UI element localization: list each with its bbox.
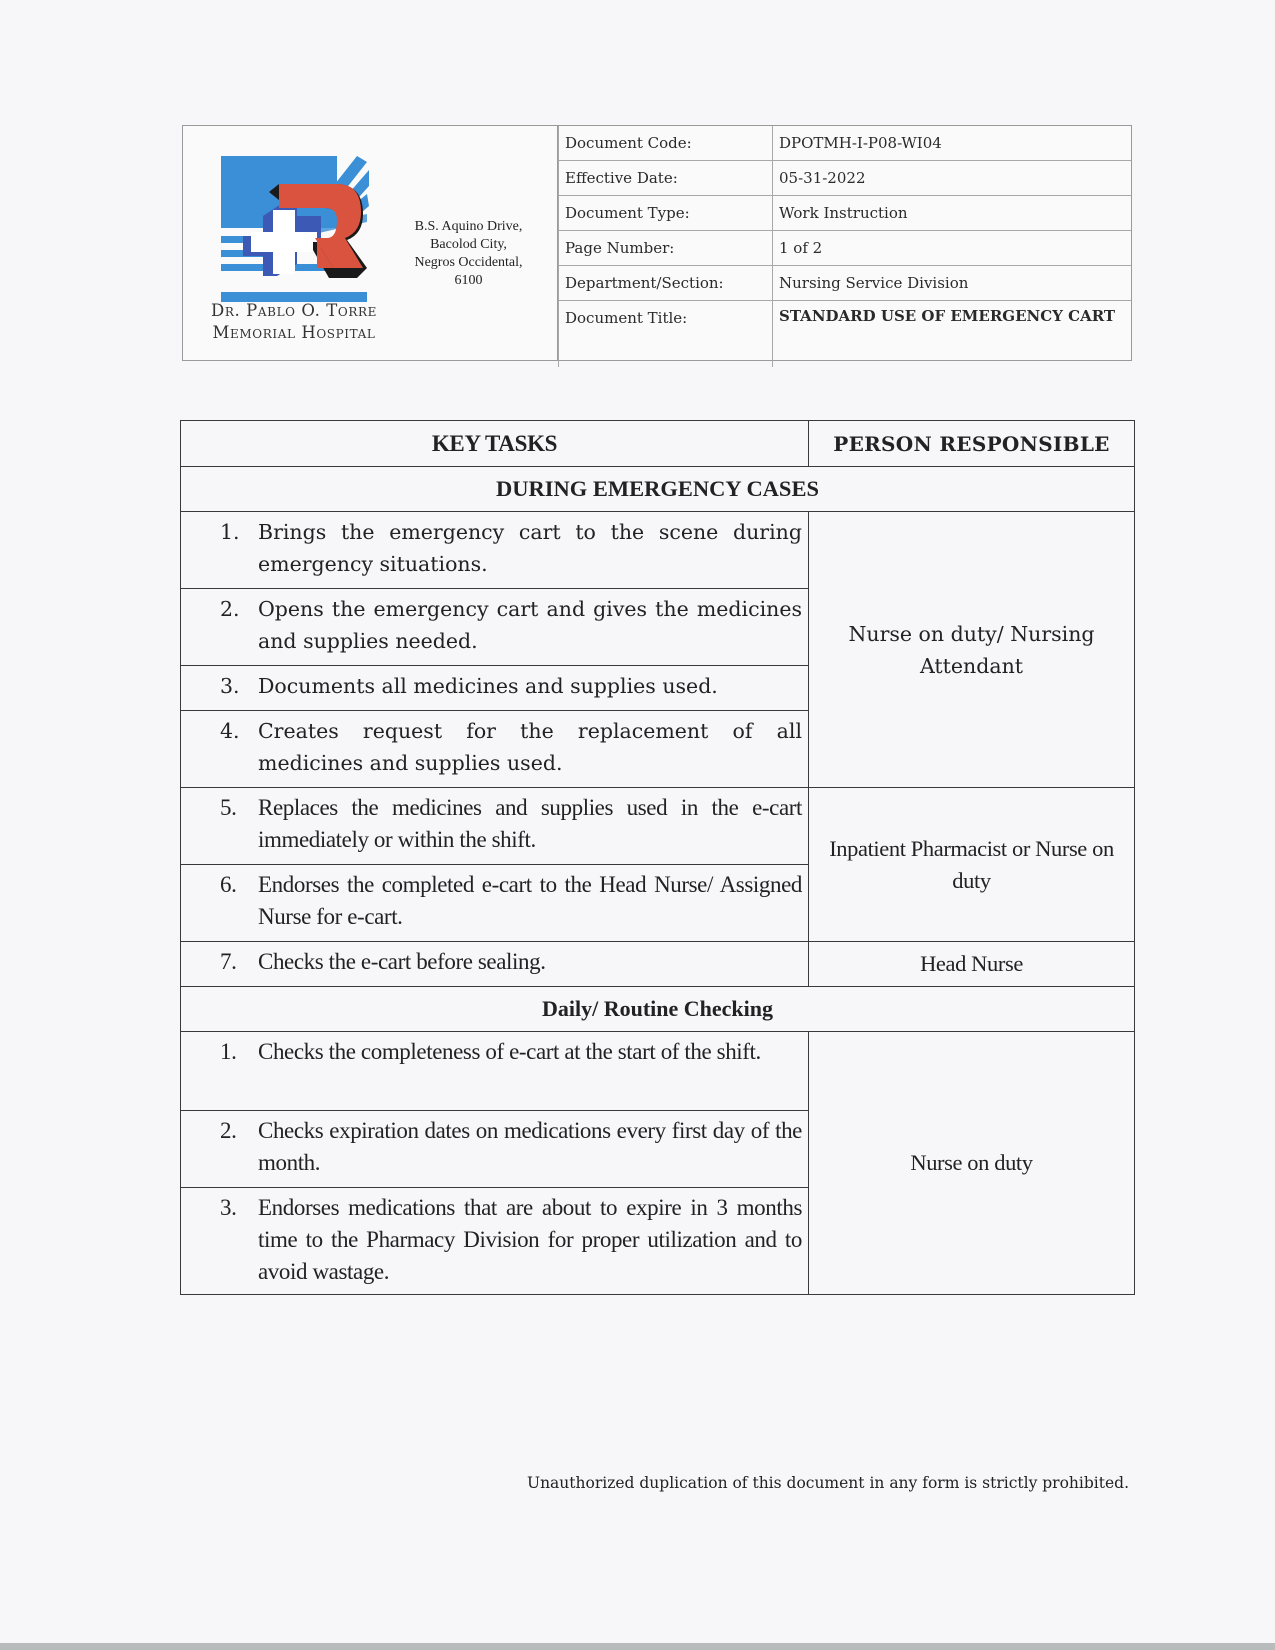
info-value: Work Instruction (773, 196, 1132, 231)
task-text: Creates request for the replacement of all medicines and supplies used. (258, 719, 802, 775)
task-cell (181, 1032, 809, 1111)
info-value: 05-31-2022 (773, 161, 1132, 196)
task-number: 4. (220, 719, 240, 743)
info-value: 1 of 2 (773, 231, 1132, 266)
table-row (181, 1032, 1135, 1111)
task-text: Checks the e-cart before sealing. (258, 949, 546, 974)
table-row (181, 942, 1135, 987)
info-label: Document Code: (559, 126, 773, 161)
hospital-name-line1: Dr. Pablo O. Torre (211, 301, 377, 320)
task-text: Documents all medicines and supplies used. (258, 674, 718, 698)
info-label: Page Number: (559, 231, 773, 266)
section-title: DURING EMERGENCY CASES (181, 467, 1135, 512)
address-line: B.S. Aquino Drive, (414, 219, 523, 234)
task-text: Opens the emergency cart and gives the medicines and supplies needed. (258, 597, 802, 653)
person-responsible: Inpatient Pharmacist or Nurse on duty (809, 788, 1135, 942)
task-number: 6. (220, 872, 237, 897)
info-row-effective-date (559, 161, 1132, 196)
hospital-logo (217, 156, 369, 304)
task-number: 1. (220, 1039, 237, 1064)
task-number: 1. (220, 520, 240, 544)
info-row-document-code (559, 126, 1132, 161)
footer-notice: Unauthorized duplication of this document in any form is strictly prohibited. (527, 1474, 1129, 1492)
task-text: Replaces the medicines and supplies used in the e-cart immediately or within the shift. (258, 795, 802, 852)
table-row (181, 512, 1135, 589)
section-title: Daily/ Routine Checking (181, 987, 1135, 1032)
scan-edge (0, 1643, 1275, 1650)
task-number: 2. (220, 1118, 237, 1143)
column-header-key-tasks: KEY TASKS (181, 421, 809, 467)
task-number: 3. (220, 674, 240, 698)
task-cell (181, 865, 809, 942)
info-label: Document Type: (559, 196, 773, 231)
table-row (181, 788, 1135, 865)
document-info-table (558, 126, 1131, 367)
task-cell (181, 666, 809, 711)
hospital-name-line2: Memorial Hospital (212, 323, 376, 342)
document-header (182, 125, 1132, 361)
info-value: Nursing Service Division (773, 266, 1132, 301)
info-value: DPOTMH-I-P08-WI04 (773, 126, 1132, 161)
section-row (181, 987, 1135, 1032)
task-cell (181, 512, 809, 589)
task-cell (181, 942, 809, 987)
info-label: Document Title: (559, 301, 773, 368)
task-text: Checks expiration dates on medications every first day of the month. (258, 1118, 802, 1175)
task-cell (181, 711, 809, 788)
task-text: Checks the completeness of e-cart at the start of the shift. (258, 1039, 761, 1064)
person-responsible: Nurse on duty/ Nursing Attendant (809, 512, 1135, 788)
key-tasks-table (180, 420, 1135, 1295)
info-row-document-title (559, 301, 1132, 368)
info-row-page-number (559, 231, 1132, 266)
task-number: 3. (220, 1195, 237, 1220)
info-row-document-type (559, 196, 1132, 231)
task-number: 2. (220, 597, 240, 621)
section-row (181, 467, 1135, 512)
task-cell (181, 1111, 809, 1188)
table-header-row (181, 421, 1135, 467)
task-text: Endorses the completed e-cart to the Head Nurse/ Assigned Nurse for e-cart. (258, 872, 802, 929)
hospital-address (401, 218, 536, 290)
info-label: Department/Section: (559, 266, 773, 301)
task-number: 7. (220, 949, 237, 974)
address-line: 6100 (454, 273, 483, 288)
info-row-department (559, 266, 1132, 301)
address-line: Bacolod City, (430, 237, 507, 252)
hospital-name (189, 300, 399, 344)
column-header-person-responsible: PERSON RESPONSIBLE (809, 421, 1135, 467)
document-title: STANDARD USE OF EMERGENCY CART (773, 301, 1132, 368)
task-cell (181, 788, 809, 865)
logo-cell (183, 126, 558, 360)
task-cell (181, 589, 809, 666)
task-number: 5. (220, 795, 237, 820)
info-label: Effective Date: (559, 161, 773, 196)
person-responsible: Nurse on duty (809, 1032, 1135, 1295)
task-text: Endorses medications that are about to expire in 3 months time to the Pharmacy Division for proper utilization and to avoid wastage. (258, 1195, 802, 1284)
person-responsible: Head Nurse (809, 942, 1135, 987)
task-text: Brings the emergency cart to the scene during emergency situations. (258, 520, 802, 576)
address-line: Negros Occidental, (414, 255, 523, 270)
task-cell (181, 1188, 809, 1295)
